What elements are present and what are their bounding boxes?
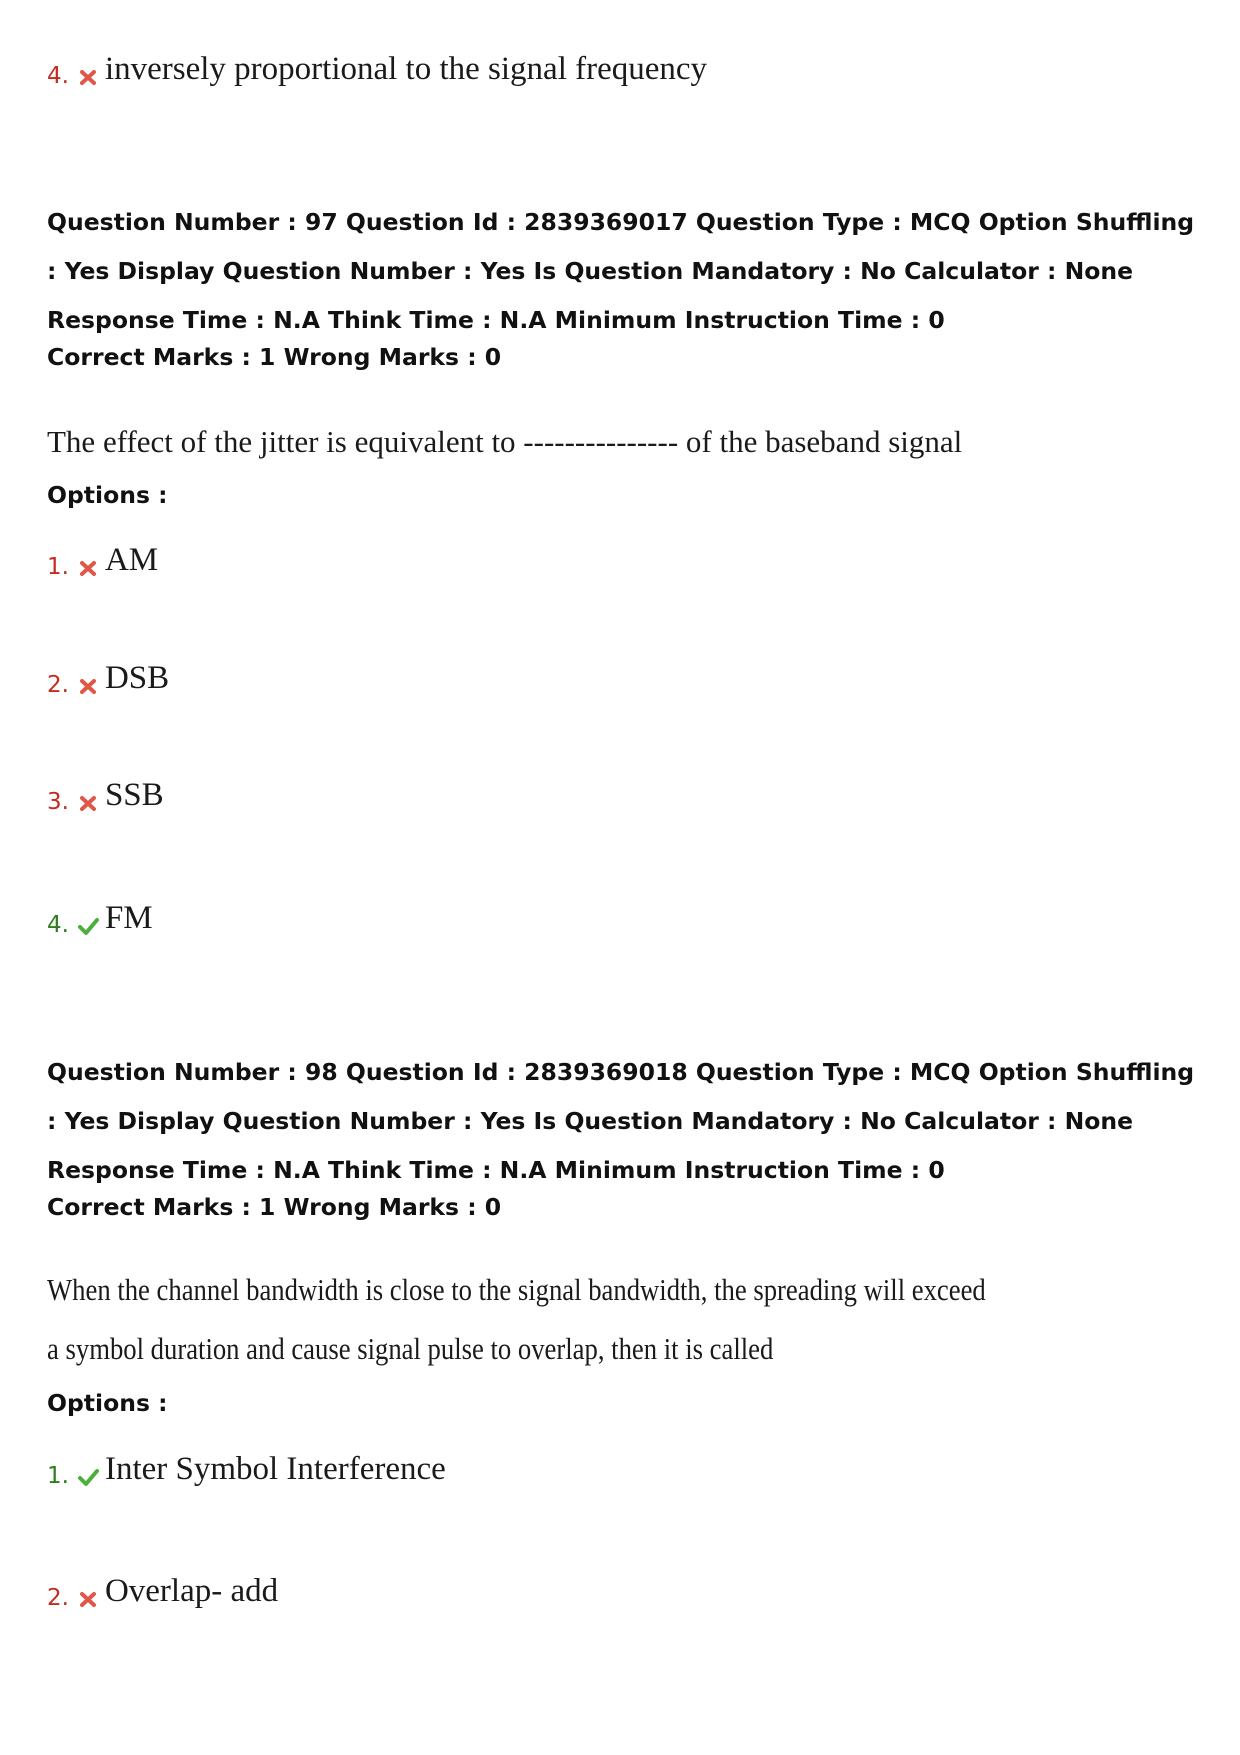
- question-97-option-3[interactable]: [47, 776, 164, 816]
- option-text: SSB: [104, 777, 164, 813]
- question-97-option-1[interactable]: [47, 541, 158, 581]
- option-number: 2.: [47, 1585, 69, 1611]
- question-98-marks: Correct Marks : 1 Wrong Marks : 0: [47, 1193, 502, 1221]
- option-number: 4.: [47, 912, 69, 938]
- question-97-meta: Question Number : 97 Question Id : 2839369017 Question Type : MCQ Option Shuffling : Yes Display Question Number : Yes Is Question Mandatory : No Calculator : None Response Time : N.A Think Time : N.A Minimum Instruction Time : 0: [47, 208, 1195, 334]
- question-98-options-label: Options :: [47, 1389, 168, 1417]
- question-98-option-2[interactable]: [47, 1572, 278, 1612]
- prev-option-4: [47, 50, 707, 90]
- cross-icon: [77, 1588, 99, 1610]
- check-icon: [77, 915, 99, 937]
- check-icon: [77, 1466, 99, 1488]
- question-98-text-line-2: a symbol duration and cause signal pulse to overlap, then it is called: [47, 1331, 774, 1366]
- cross-icon: [77, 557, 99, 579]
- option-text: AM: [104, 542, 159, 578]
- question-97-text: The effect of the jitter is equivalent to --------------- of the baseband signal: [47, 424, 963, 459]
- option-text: inversely proportional to the signal frequency: [104, 51, 708, 87]
- option-text: FM: [104, 900, 153, 936]
- option-text: Overlap- add: [104, 1573, 279, 1609]
- question-97-marks: Correct Marks : 1 Wrong Marks : 0: [47, 343, 502, 371]
- option-text: DSB: [104, 660, 170, 696]
- question-98-meta: Question Number : 98 Question Id : 2839369018 Question Type : MCQ Option Shuffling : Yes Display Question Number : Yes Is Question Mandatory : No Calculator : None Response Time : N.A Think Time : N.A Minimum Instruction Time : 0: [47, 1058, 1195, 1184]
- option-number: 4.: [47, 63, 69, 89]
- option-number: 2.: [47, 672, 69, 698]
- question-97-options-label: Options :: [47, 481, 168, 509]
- option-number: 1.: [47, 1463, 69, 1489]
- cross-icon: [77, 792, 99, 814]
- option-text: Inter Symbol Interference: [104, 1451, 446, 1487]
- question-98-text-line-1: When the channel bandwidth is close to the signal bandwidth, the spreading will exceed: [47, 1272, 986, 1307]
- cross-icon: [77, 675, 99, 697]
- option-number: 3.: [47, 789, 69, 815]
- option-number: 1.: [47, 554, 69, 580]
- question-97-option-2[interactable]: [47, 659, 169, 699]
- question-97-option-4[interactable]: [47, 899, 153, 939]
- question-98-option-1[interactable]: [47, 1450, 446, 1490]
- cross-icon: [77, 66, 99, 88]
